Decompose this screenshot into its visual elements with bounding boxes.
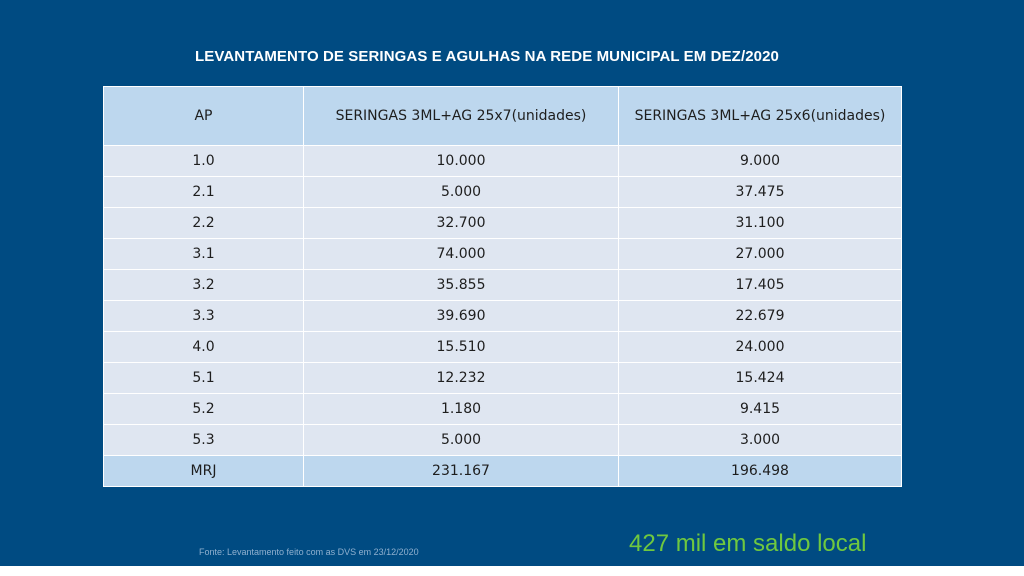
- cell-25x6: 22.679: [619, 301, 902, 332]
- total-25x7: 231.167: [304, 456, 619, 487]
- cell-ap: 5.1: [104, 363, 304, 394]
- table-row: [104, 425, 902, 456]
- header-ap: AP: [104, 87, 304, 146]
- table-row: [104, 363, 902, 394]
- table-row: [104, 394, 902, 425]
- cell-25x6: 31.100: [619, 208, 902, 239]
- cell-ap: 5.2: [104, 394, 304, 425]
- slide-title: LEVANTAMENTO DE SERINGAS E AGULHAS NA REDE MUNICIPAL EM DEZ/2020: [195, 48, 779, 65]
- cell-25x7: 1.180: [304, 394, 619, 425]
- table-row: [104, 208, 902, 239]
- cell-ap: 5.3: [104, 425, 304, 456]
- cell-25x7: 32.700: [304, 208, 619, 239]
- table-row: [104, 270, 902, 301]
- cell-25x6: 9.000: [619, 146, 902, 177]
- table-header-row: [104, 87, 902, 146]
- cell-ap: 2.2: [104, 208, 304, 239]
- total-label: MRJ: [104, 456, 304, 487]
- syringe-table: [103, 86, 902, 487]
- cell-25x7: 12.232: [304, 363, 619, 394]
- cell-ap: 1.0: [104, 146, 304, 177]
- cell-25x6: 17.405: [619, 270, 902, 301]
- stock-summary: 427 mil em saldo local: [629, 530, 867, 557]
- source-note: Fonte: Levantamento feito com as DVS em 23/12/2020: [199, 547, 419, 557]
- cell-25x7: 35.855: [304, 270, 619, 301]
- cell-25x7: 10.000: [304, 146, 619, 177]
- table-total-row: [104, 456, 902, 487]
- cell-25x7: 15.510: [304, 332, 619, 363]
- cell-ap: 2.1: [104, 177, 304, 208]
- cell-25x7: 5.000: [304, 177, 619, 208]
- cell-25x6: 37.475: [619, 177, 902, 208]
- cell-25x7: 5.000: [304, 425, 619, 456]
- cell-25x6: 27.000: [619, 239, 902, 270]
- cell-ap: 4.0: [104, 332, 304, 363]
- cell-ap: 3.1: [104, 239, 304, 270]
- table-row: [104, 332, 902, 363]
- table-row: [104, 177, 902, 208]
- cell-25x7: 39.690: [304, 301, 619, 332]
- cell-25x6: 9.415: [619, 394, 902, 425]
- cell-25x7: 74.000: [304, 239, 619, 270]
- cell-25x6: 3.000: [619, 425, 902, 456]
- table-row: [104, 146, 902, 177]
- cell-25x6: 15.424: [619, 363, 902, 394]
- total-25x6: 196.498: [619, 456, 902, 487]
- cell-ap: 3.2: [104, 270, 304, 301]
- header-seringas-25x6: SERINGAS 3ML+AG 25x6(unidades): [619, 87, 902, 146]
- table-row: [104, 239, 902, 270]
- header-seringas-25x7: SERINGAS 3ML+AG 25x7(unidades): [304, 87, 619, 146]
- cell-ap: 3.3: [104, 301, 304, 332]
- cell-25x6: 24.000: [619, 332, 902, 363]
- table-row: [104, 301, 902, 332]
